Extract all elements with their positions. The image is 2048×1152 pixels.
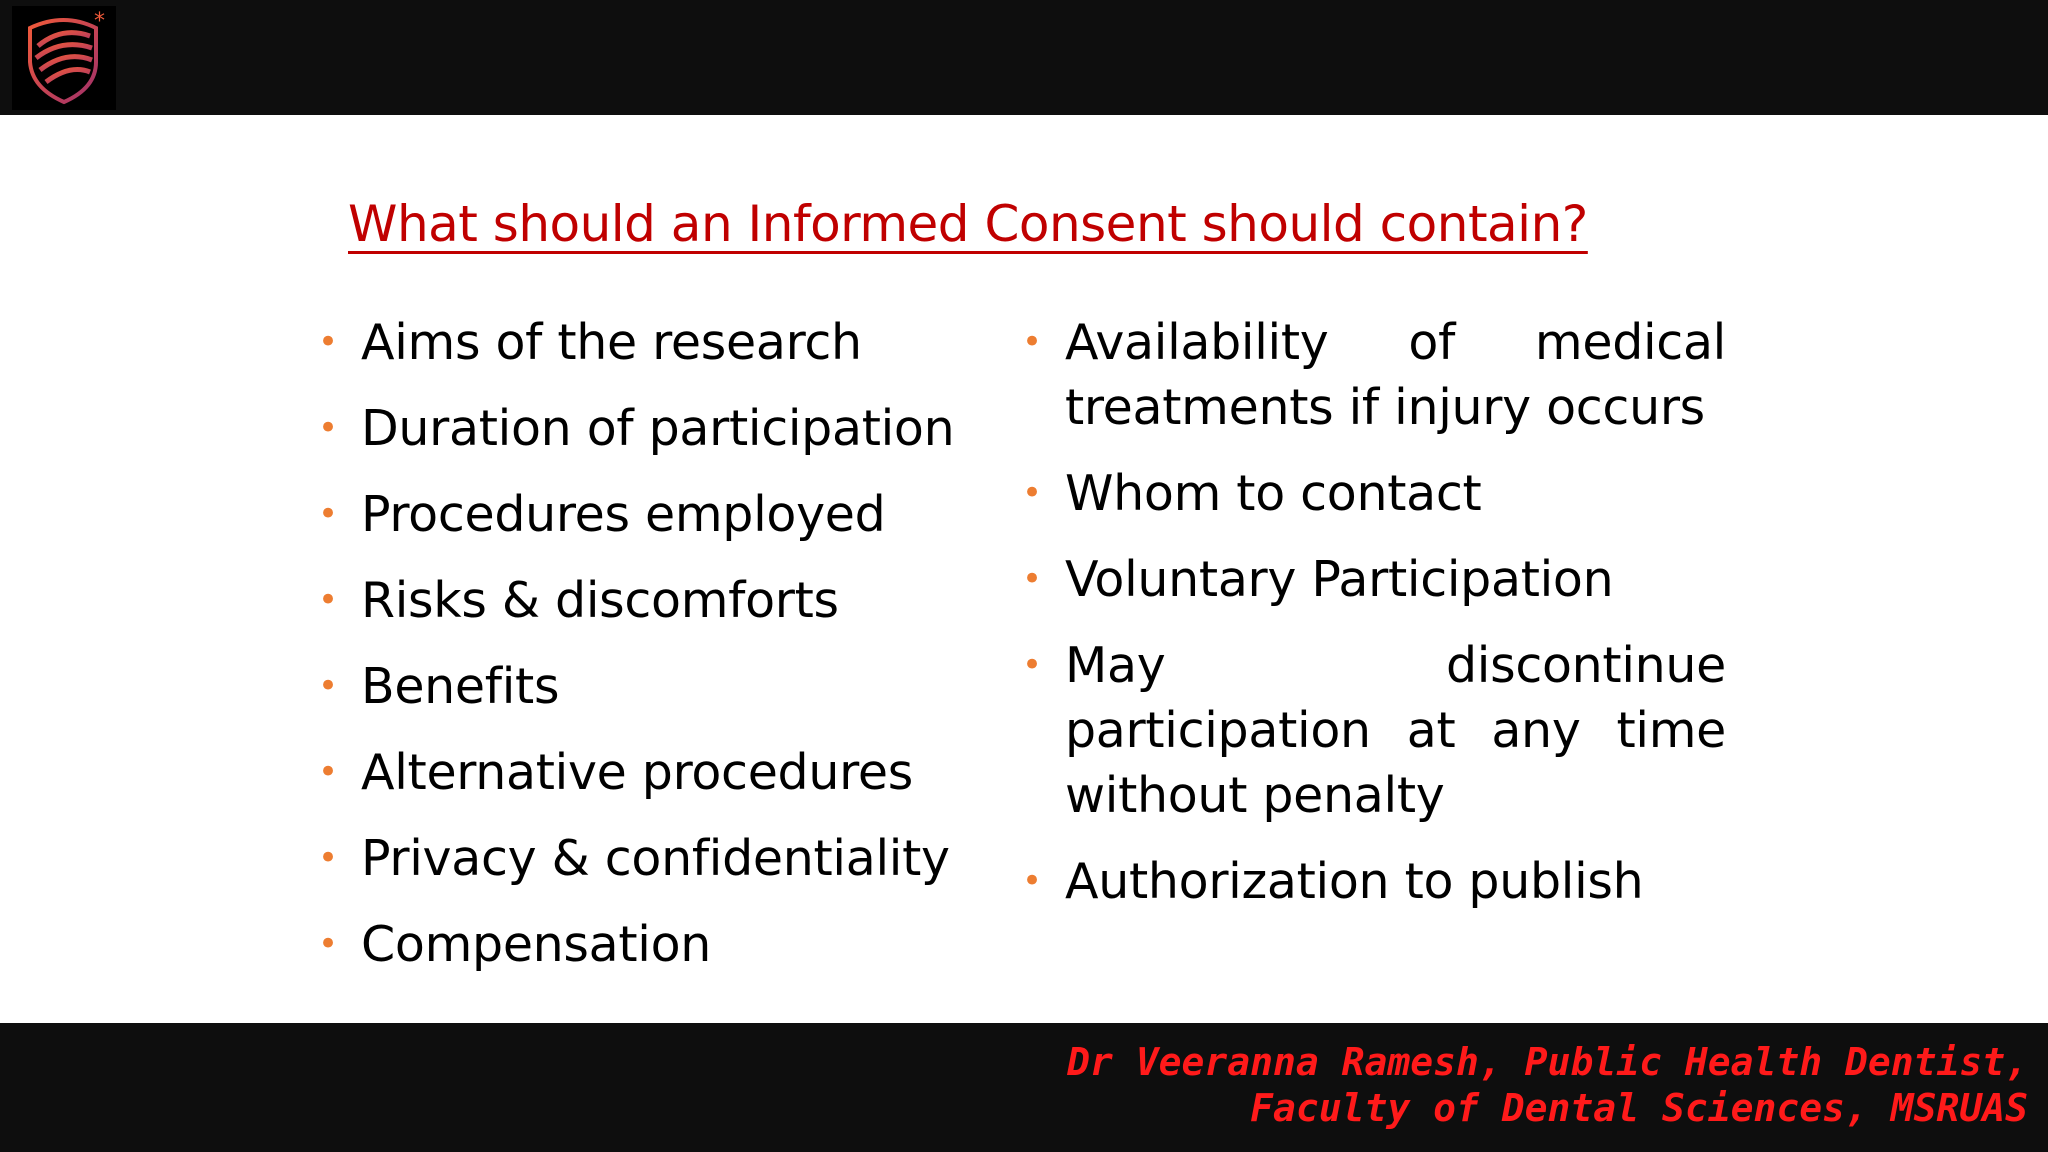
list-item-text: Whom to contact [1065, 465, 1482, 522]
list-item-text: Availability of medical treatments if injury occurs [1065, 314, 1726, 436]
list-item-text: May discontinue participation at any time without penalty [1065, 637, 1726, 824]
list-item [1022, 547, 1726, 612]
list-item [1022, 310, 1726, 440]
list-item-text: Voluntary Participation [1065, 551, 1614, 608]
right-bullet-list [1022, 310, 1726, 935]
list-item [318, 482, 1008, 547]
left-bullet-list [318, 310, 1008, 998]
list-item-text: Alternative procedures [361, 744, 913, 801]
list-item-text: Compensation [361, 916, 712, 973]
bullet-icon: • [1022, 559, 1042, 599]
bullet-icon: • [1022, 861, 1042, 901]
list-item-text: Risks & discomforts [361, 572, 839, 629]
bullet-icon: • [318, 580, 338, 620]
msruas-logo-icon [12, 6, 116, 110]
list-item-text: Procedures employed [361, 486, 886, 543]
credit-line-2: Faculty of Dental Sciences, MSRUAS [1250, 1086, 2028, 1130]
list-item [318, 912, 1008, 977]
list-item [318, 568, 1008, 633]
svg-text:*: * [94, 9, 105, 34]
list-item [318, 740, 1008, 805]
bullet-icon: • [1022, 473, 1042, 513]
list-item-text: Privacy & confidentiality [361, 830, 950, 887]
list-item [318, 654, 1008, 719]
list-item-text: Aims of the research [361, 314, 862, 371]
bullet-icon: • [1022, 322, 1042, 362]
top-bar [0, 0, 2048, 115]
bullet-icon: • [318, 752, 338, 792]
list-item [318, 826, 1008, 891]
credit-line-1: Dr Veeranna Ramesh, Public Health Dentist, [1067, 1040, 2028, 1084]
list-item-text: Authorization to publish [1065, 853, 1644, 910]
bullet-icon: • [1022, 645, 1042, 685]
list-item-text: Benefits [361, 658, 560, 715]
bullet-icon: • [318, 322, 338, 362]
list-item [318, 310, 1008, 375]
list-item-text: Duration of participation [361, 400, 955, 457]
list-item [1022, 461, 1726, 526]
author-credit [1067, 1039, 2028, 1131]
bullet-icon: • [318, 666, 338, 706]
slide-title: What should an Informed Consent should contain? [348, 195, 1588, 253]
list-item [1022, 633, 1726, 828]
list-item [1022, 849, 1726, 914]
bullet-icon: • [318, 838, 338, 878]
slide-content [0, 115, 2048, 1023]
bullet-icon: • [318, 408, 338, 448]
bullet-icon: • [318, 494, 338, 534]
list-item [318, 396, 1008, 461]
bullet-icon: • [318, 924, 338, 964]
bottom-bar [0, 1023, 2048, 1152]
